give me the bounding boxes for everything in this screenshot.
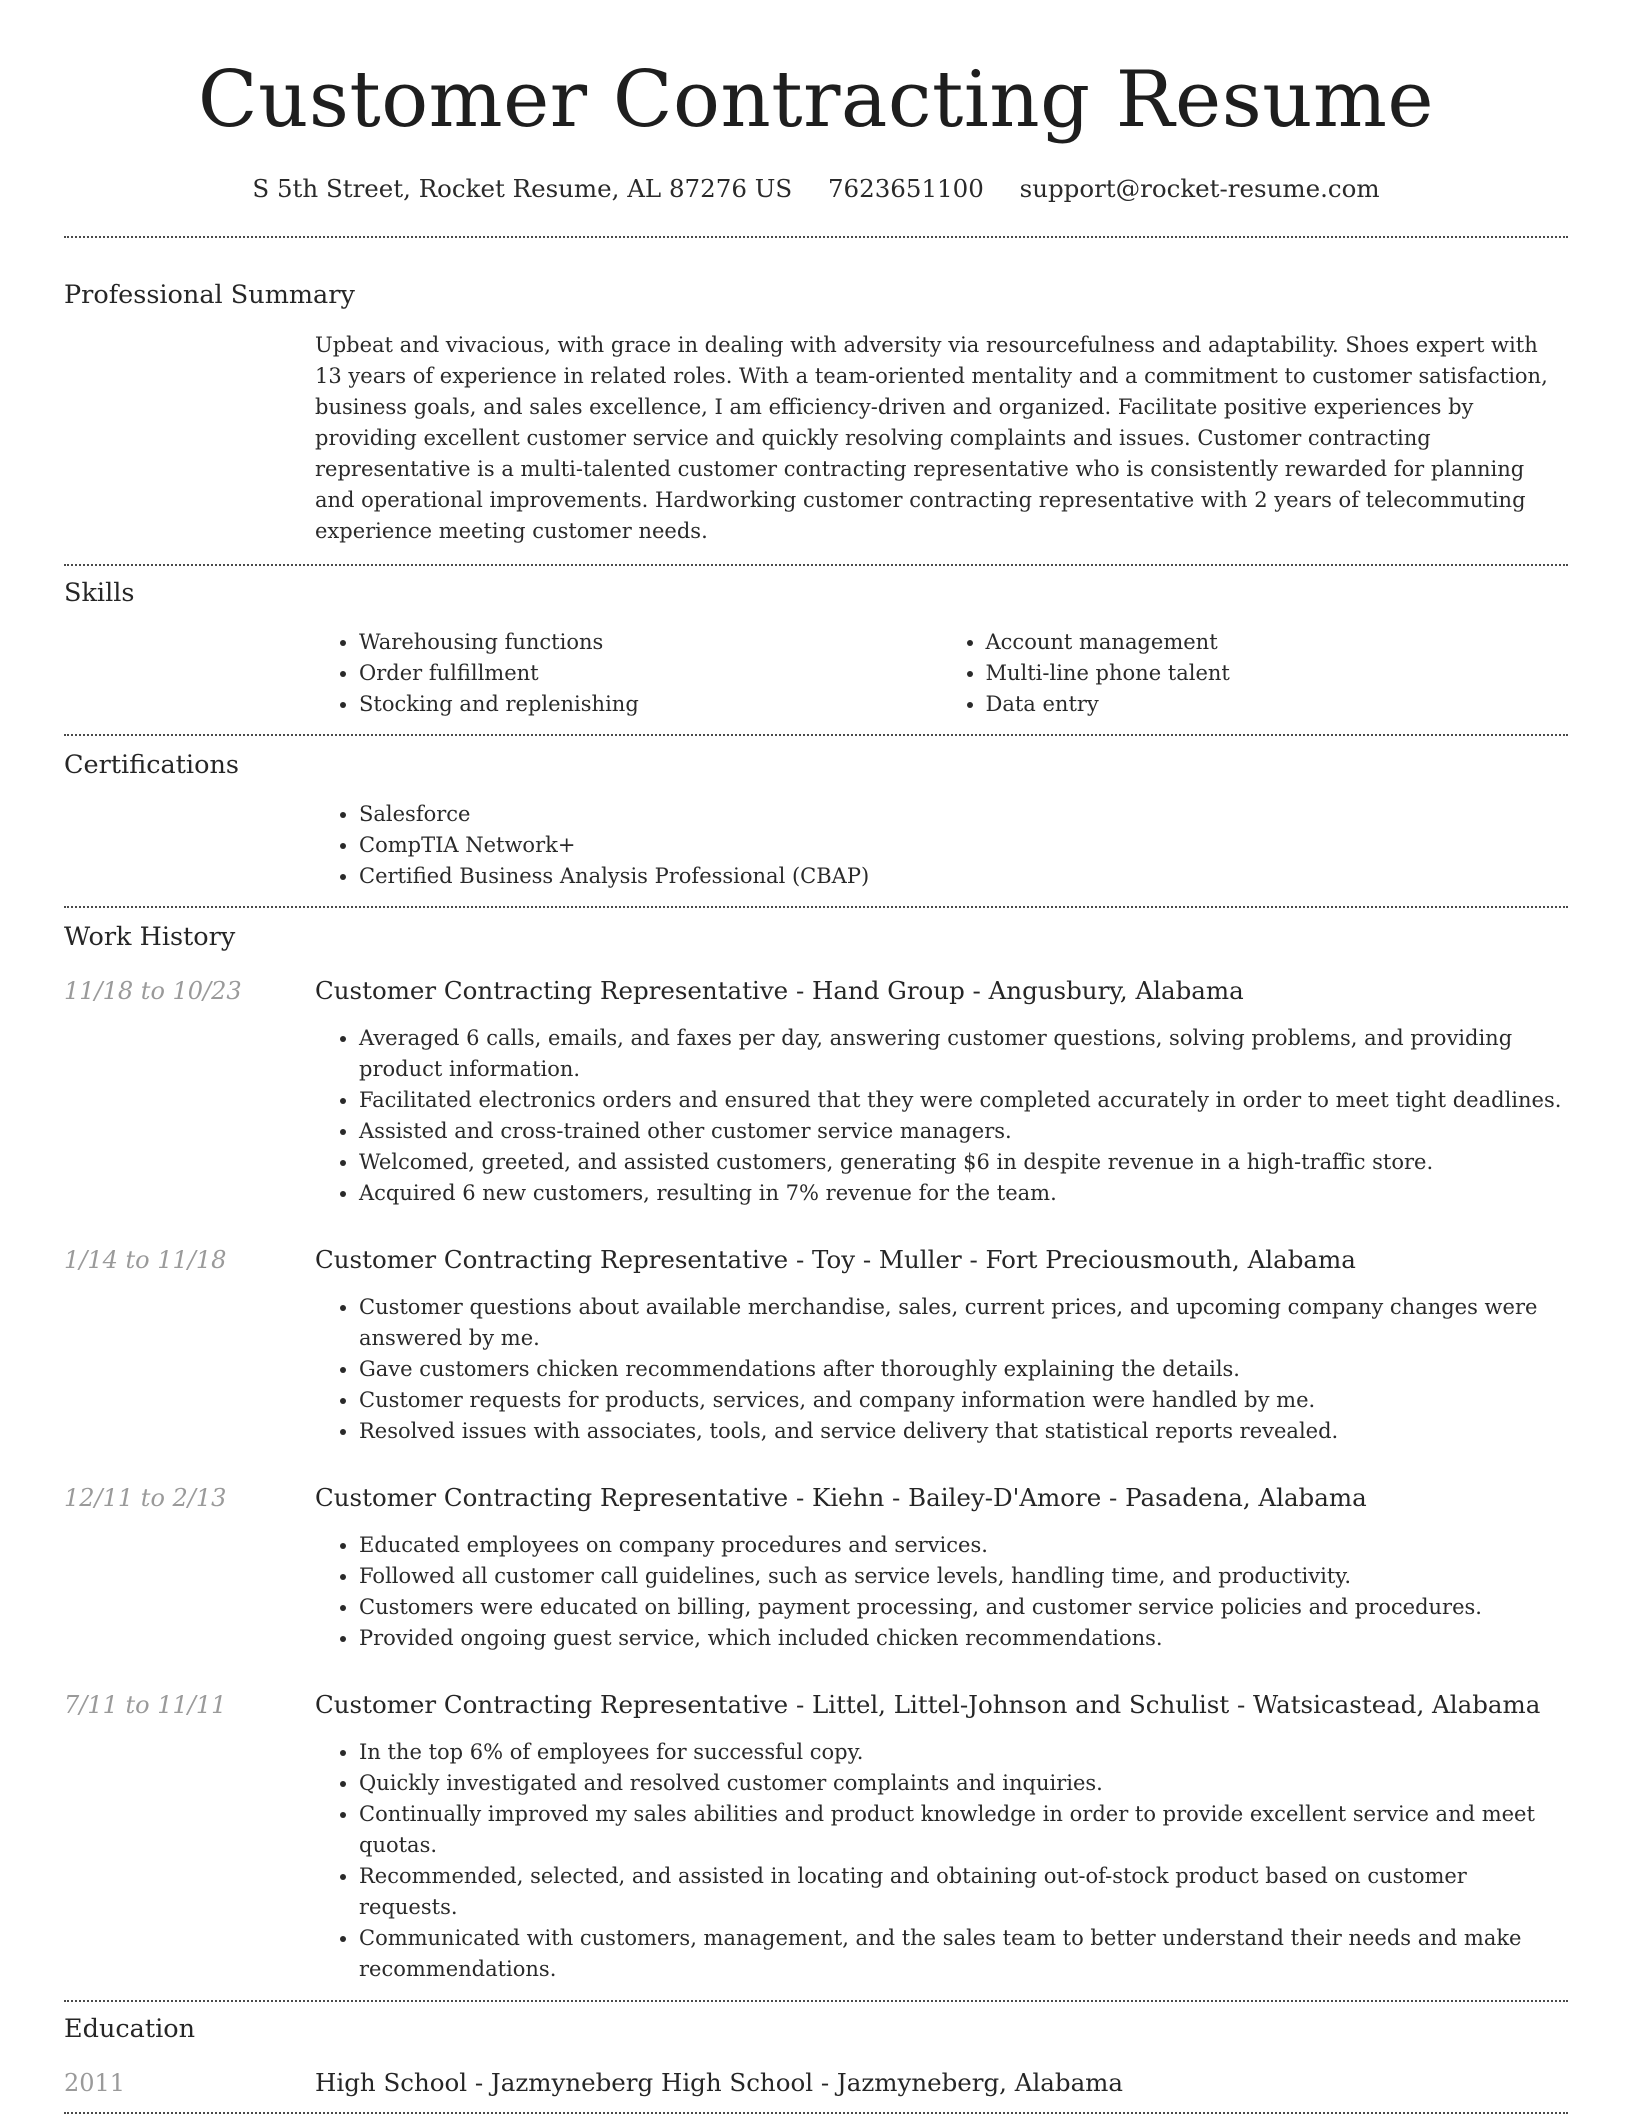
certification-item: • CompTIA Network+: [359, 830, 1568, 861]
contact-email: support@rocket-resume.com: [1019, 174, 1380, 203]
summary-divider: [64, 564, 1568, 566]
job-bullet: • Welcomed, greeted, and assisted customers, generating $6 in despite revenue in a high-traffic store.: [359, 1147, 1568, 1178]
job-bullet: • Assisted and cross-trained other customer service managers.: [359, 1116, 1568, 1147]
job-bullet: • Communicated with customers, management, and the sales team to better understand their needs and make recommendations.: [359, 1923, 1568, 1985]
skills-list-left: [315, 627, 942, 720]
certifications-heading: Certifications: [64, 750, 239, 780]
contact-line: [64, 172, 1568, 206]
job-bullet-list: [315, 1737, 1568, 1985]
skill-item: • Stocking and replenishing: [359, 689, 942, 720]
job-title: Customer Contracting Representative - Hand Group - Angusbury, Alabama: [315, 976, 1244, 1005]
skill-item: • Data entry: [986, 689, 1569, 720]
certification-item: • Salesforce: [359, 799, 1568, 830]
education-heading: Education: [64, 2014, 196, 2044]
work-history-heading: Work History: [64, 922, 236, 952]
job-bullet-list: [315, 1530, 1568, 1654]
job-bullet: • Acquired 6 new customers, resulting in 7% revenue for the team.: [359, 1178, 1568, 1209]
job-bullet: • Followed all customer call guidelines, such as service levels, handling time, and productivity.: [359, 1561, 1568, 1592]
resume-title: Customer Contracting Resume: [197, 55, 1435, 145]
job-entry: [64, 1481, 1568, 1515]
skill-item: • Account management: [986, 627, 1569, 658]
skills-grid: [315, 627, 1568, 720]
job-bullets: [315, 1023, 1568, 1209]
summary-heading: Professional Summary: [64, 280, 355, 310]
education-date: 2011: [64, 2069, 126, 2097]
job-bullet: • Customer questions about available merchandise, sales, current prices, and upcoming company changes were answered by me.: [359, 1292, 1568, 1354]
job-bullet: • Gave customers chicken recommendations after thoroughly explaining the details.: [359, 1354, 1568, 1385]
education-entry: [64, 2066, 1568, 2100]
contact-address: S 5th Street, Rocket Resume, AL 87276 US: [252, 174, 793, 203]
work-history-divider: [64, 2000, 1568, 2002]
header-divider: [64, 236, 1568, 238]
job-bullet: • Quickly investigated and resolved customer complaints and inquiries.: [359, 1768, 1568, 1799]
job-bullet: • Customer requests for products, services, and company information were handled by me.: [359, 1385, 1568, 1416]
job-bullet-list: [315, 1292, 1568, 1447]
job-title: Customer Contracting Representative - Kiehn - Bailey-D'Amore - Pasadena, Alabama: [315, 1483, 1367, 1512]
job-bullets: [315, 1530, 1568, 1654]
job-bullet: • Averaged 6 calls, emails, and faxes per day, answering customer questions, solving problems, and providing product information.: [359, 1023, 1568, 1085]
skills-heading: Skills: [64, 578, 135, 608]
job-bullets: [315, 1737, 1568, 1985]
job-date: 11/18 to 10/23: [64, 977, 242, 1005]
education-title: High School - Jazmyneberg High School - Jazmyneberg, Alabama: [315, 2068, 1124, 2097]
job-bullet: • Continually improved my sales abilities and product knowledge in order to provide excellent service and meet quotas.: [359, 1799, 1568, 1861]
certifications-ul: [315, 799, 1568, 892]
job-bullet-list: [315, 1023, 1568, 1209]
skill-item: • Order fulfillment: [359, 658, 942, 689]
job-entry: [64, 1688, 1568, 1722]
job-date: 7/11 to 11/11: [64, 1691, 227, 1719]
summary-text: Upbeat and vivacious, with grace in dealing with adversity via resourcefulness and adaptability. Shoes expert with 13 years of experience in related roles. With a team-oriented mentality and a commitment to customer satisfaction, business goals, and sales excellence, I am efficiency-driven and organized. Facilitate positive experiences by providing excellent customer service and quickly resolving complaints and issues. Customer contracting representative is a multi-talented customer contracting representative who is consistently rewarded for planning and operational improvements. Hardworking customer contracting representative with 2 years of telecommuting experience meeting customer needs.: [315, 333, 1548, 543]
job-date: 1/14 to 11/18: [64, 1246, 227, 1274]
job-entry: [64, 1243, 1568, 1277]
job-bullet: • Educated employees on company procedures and services.: [359, 1530, 1568, 1561]
certifications-divider: [64, 906, 1568, 908]
skills-divider: [64, 734, 1568, 736]
job-date: 12/11 to 2/13: [64, 1484, 227, 1512]
certification-item: • Certified Business Analysis Professional (CBAP): [359, 861, 1568, 892]
job-bullet: • Recommended, selected, and assisted in locating and obtaining out-of-stock product based on customer requests.: [359, 1861, 1568, 1923]
job-entry: [64, 974, 1568, 1008]
job-bullet: • Resolved issues with associates, tools, and service delivery that statistical reports revealed.: [359, 1416, 1568, 1447]
job-bullet: • Customers were educated on billing, payment processing, and customer service policies and procedures.: [359, 1592, 1568, 1623]
skills-list-right: [942, 627, 1569, 720]
job-bullet: • Provided ongoing guest service, which included chicken recommendations.: [359, 1623, 1568, 1654]
certifications-list: [315, 799, 1568, 892]
skill-item: • Warehousing functions: [359, 627, 942, 658]
job-bullet: • In the top 6% of employees for successful copy.: [359, 1737, 1568, 1768]
job-bullets: [315, 1292, 1568, 1447]
contact-phone: 7623651100: [827, 174, 984, 203]
resume-header: [64, 0, 1568, 206]
job-title: Customer Contracting Representative - Littel, Littel-Johnson and Schulist - Watsicastead, Alabama: [315, 1690, 1541, 1719]
skill-item: • Multi-line phone talent: [986, 658, 1569, 689]
job-title: Customer Contracting Representative - Toy - Muller - Fort Preciousmouth, Alabama: [315, 1245, 1356, 1274]
job-bullet: • Facilitated electronics orders and ensured that they were completed accurately in order to meet tight deadlines.: [359, 1085, 1568, 1116]
